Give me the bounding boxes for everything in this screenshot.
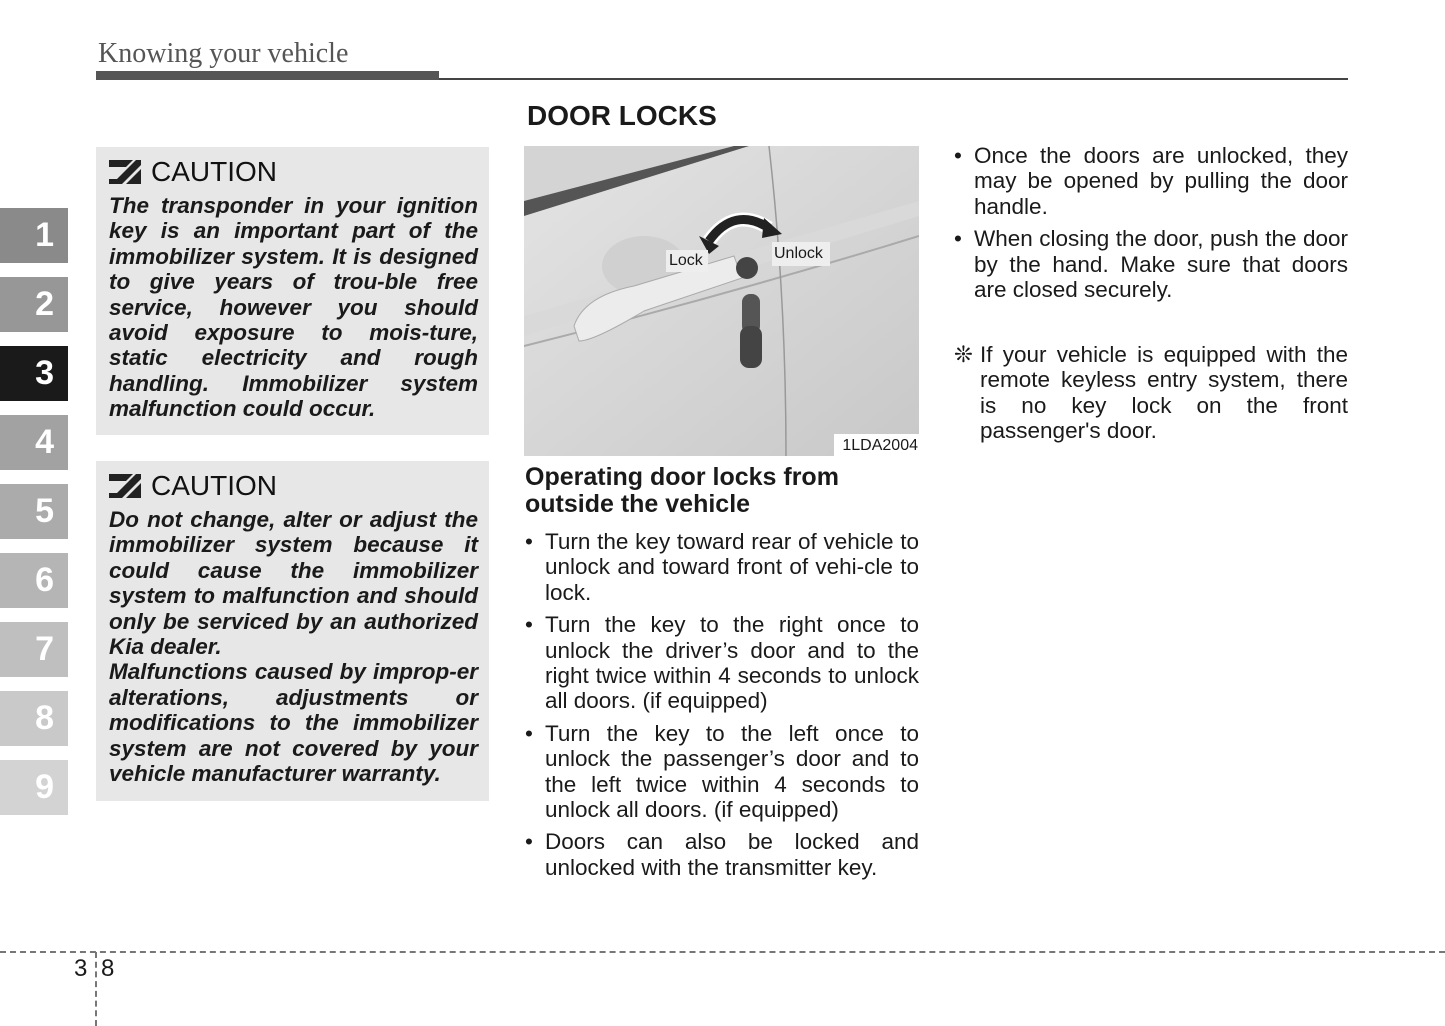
list-item: • Turn the key to the right once to unlock the driver’s door and to the right twice within 4 seconds to unlock all doors. (if equipped) — [525, 612, 919, 714]
chapter-tab-2[interactable]: 2 — [0, 277, 68, 332]
keyless-note — [954, 342, 1348, 444]
chapter-tab-7[interactable]: 7 — [0, 622, 68, 677]
caution-text: Do not change, alter or adjust the immobilizer system because it could cause the immobilizer system to malfunction and should only be serviced by an authorized Kia dealer. — [109, 507, 478, 660]
lock-label: Lock — [669, 252, 703, 269]
caution-text: The transponder in your ignition key is an important part of the immobilizer system. It is designed to give years of trou-ble free service, however you should avoid exposure to mois-ture, static electricity and rough handling. Immobilizer system malfunction could occur. — [109, 193, 478, 422]
caution-box-1 — [96, 147, 489, 435]
subheading: Operating door locks from outside the vehicle — [525, 463, 839, 518]
header-bar — [96, 71, 439, 80]
door-lock-figure — [524, 146, 919, 456]
footer-divider — [0, 951, 1445, 953]
list-item: • Once the doors are unlocked, they may be opened by pulling the door handle. — [954, 143, 1348, 219]
caution-heading: CAUTION — [109, 155, 478, 189]
door-lock-illustration — [524, 146, 919, 456]
caution-heading: CAUTION — [109, 469, 478, 503]
main-bullet-list — [525, 529, 919, 887]
chapter-tab-9[interactable]: 9 — [0, 760, 68, 815]
list-item: • When closing the door, push the door by the hand. Make sure that doors are closed securely. — [954, 226, 1348, 302]
chapter-tab-5[interactable]: 5 — [0, 484, 68, 539]
caution-text-2: Malfunctions caused by improp-er alterations, adjustments or modifications to the immobilizer system are not covered by your vehicle manufacturer warranty. — [109, 659, 478, 787]
page-number: 8 — [101, 955, 115, 982]
chapter-tab-1[interactable]: 1 — [0, 208, 68, 263]
footer-vertical-divider — [95, 952, 97, 1026]
list-item: • Turn the key to the left once to unlock the passenger’s door and to the left twice within 4 seconds to unlock all doors. (if equipped) — [525, 721, 919, 823]
section-title: DOOR LOCKS — [527, 100, 717, 131]
chapter-tab-4[interactable]: 4 — [0, 415, 68, 470]
caution-stripes-icon — [109, 474, 141, 498]
note-asterisk-icon: ❊ — [954, 342, 973, 367]
note-text: If your vehicle is equipped with the remote keyless entry system, there is no key lock on the front passenger's door. — [980, 342, 1348, 444]
chapter-number: 3 — [74, 955, 88, 982]
chapter-tab-6[interactable]: 6 — [0, 553, 68, 608]
list-item: • Doors can also be locked and unlocked with the transmitter key. — [525, 829, 919, 880]
figure-code: 1LDA2004 — [842, 437, 918, 454]
header-title: Knowing your vehicle — [98, 38, 349, 69]
chapter-tab-8[interactable]: 8 — [0, 691, 68, 746]
chapter-tab-3[interactable]: 3 — [0, 346, 68, 401]
header-rule — [439, 78, 1348, 80]
caution-box-2 — [96, 461, 489, 801]
right-bullet-list — [954, 143, 1348, 309]
unlock-label: Unlock — [774, 245, 823, 262]
list-item: • Turn the key toward rear of vehicle to unlock and toward front of vehi-cle to lock. — [525, 529, 919, 605]
caution-stripes-icon — [109, 160, 141, 184]
